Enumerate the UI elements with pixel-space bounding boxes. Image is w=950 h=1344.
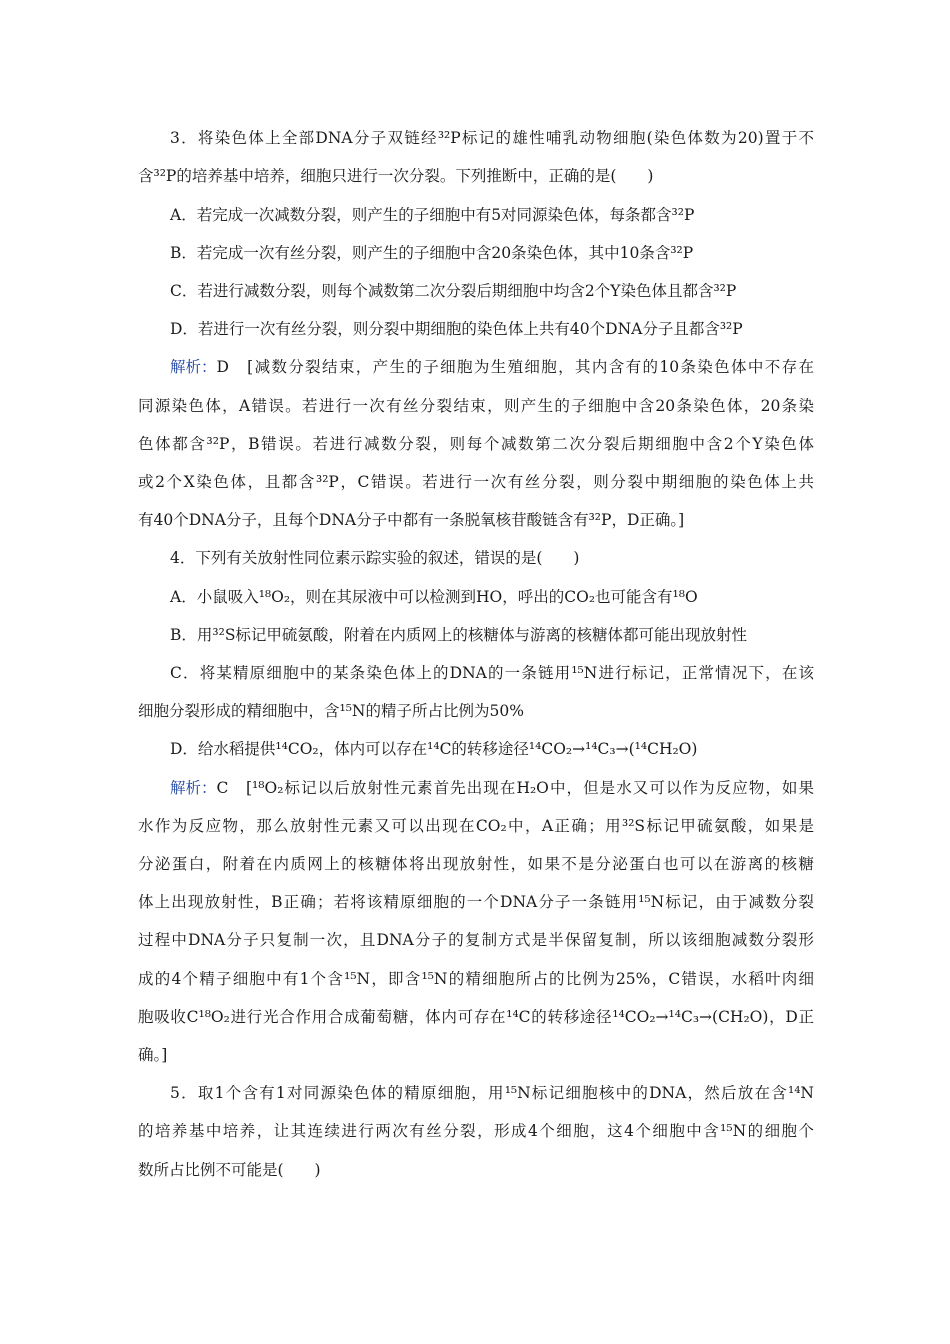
q4-stem: 4．下列有关放射性同位素示踪实验的叙述，错误的是( ) xyxy=(170,549,580,567)
q3-analysis-text-1: D [减数分裂结束，产生的子细胞为生殖细胞，其内含有的10条染色体中不存在 xyxy=(216,358,814,376)
q4-analysis-line-2: 水作为反应物，那么放射性元素又可以出现在CO₂中，A正确；用³²S标记甲硫氨酸，如果是 xyxy=(138,817,814,835)
q3-option-c: C．若进行减数分裂，则每个减数第二次分裂后期细胞中均含2个Y染色体且都含³²P xyxy=(170,282,737,300)
q4-analysis-line-6: 成的4个精子细胞中有1个含¹⁵N，即含¹⁵N的精细胞所占的比例为25%，C错误，水稻叶肉细 xyxy=(138,970,814,988)
q3-stem-line-2: 含³²P的培养基中培养，细胞只进行一次分裂。下列推断中，正确的是( ) xyxy=(138,167,654,185)
q3-analysis-line-3: 色体都含³²P，B错误。若进行减数分裂，则每个减数第二次分裂后期细胞中含2个Y染色体 xyxy=(138,435,814,453)
q3-analysis-line-2: 同源染色体，A错误。若进行一次有丝分裂结束，则产生的子细胞中含20条染色体，20条染 xyxy=(138,397,814,415)
q4-analysis-line-4: 体上出现放射性，B正确；若将该精原细胞的一个DNA分子一条链用¹⁵N标记，由于减数分裂 xyxy=(138,893,814,911)
q4-analysis-text-1: C [¹⁸O₂标记以后放射性元素首先出现在H₂O中，但是水又可以作为反应物，如果 xyxy=(216,779,814,797)
q4-option-d: D．给水稻提供¹⁴CO₂，体内可以存在¹⁴C的转移途径¹⁴CO₂→¹⁴C₃→(¹⁴CH₂O) xyxy=(170,740,698,758)
q4-option-b: B．用³²S标记甲硫氨酸，附着在内质网上的核糖体与游离的核糖体都可能出现放射性 xyxy=(170,626,747,644)
q5-stem-line-1: 5．取1个含有1对同源染色体的精原细胞，用¹⁵N标记细胞核中的DNA，然后放在含¹⁴N xyxy=(170,1084,814,1102)
q3-option-a: A．若完成一次减数分裂，则产生的子细胞中有5对同源染色体，每条都含³²P xyxy=(170,206,695,224)
q4-option-c-line-2: 细胞分裂形成的精细胞中，含¹⁵N的精子所占比例为50% xyxy=(138,702,524,720)
q3-analysis-line-1 xyxy=(170,357,814,379)
q4-analysis-label: 解析： xyxy=(170,779,217,797)
q4-option-a: A．小鼠吸入¹⁸O₂，则在其尿液中可以检测到HO，呼出的CO₂也可能含有¹⁸O xyxy=(170,588,698,606)
q4-analysis-line-8: 确。] xyxy=(138,1046,168,1064)
q4-analysis-line-5: 过程中DNA分子只复制一次，且DNA分子的复制方式是半保留复制，所以该细胞减数分裂形 xyxy=(138,931,814,949)
q3-analysis-label: 解析： xyxy=(170,358,217,376)
q4-analysis-line-3: 分泌蛋白，附着在内质网上的核糖体将出现放射性，如果不是分泌蛋白也可以在游离的核糖 xyxy=(138,855,814,873)
q3-option-b: B．若完成一次有丝分裂，则产生的子细胞中含20条染色体，其中10条含³²P xyxy=(170,244,694,262)
q5-stem-line-3: 数所占比例不可能是( ) xyxy=(138,1161,321,1179)
q3-analysis-line-4: 或2个X染色体，且都含³²P，C错误。若进行一次有丝分裂，则分裂中期细胞的染色体上共 xyxy=(138,473,814,491)
q3-analysis-line-5: 有40个DNA分子，且每个DNA分子中都有一条脱氧核苷酸链含有³²P，D正确。] xyxy=(138,511,685,529)
q5-stem-line-2: 的培养基中培养，让其连续进行两次有丝分裂，形成4个细胞，这4个细胞中含¹⁵N的细胞个 xyxy=(138,1122,814,1140)
q3-option-d: D．若进行一次有丝分裂，则分裂中期细胞的染色体上共有40个DNA分子且都含³²P xyxy=(170,320,743,338)
q4-analysis-line-7: 胞吸收C¹⁸O₂进行光合作用合成葡萄糖，体内可存在¹⁴C的转移途径¹⁴CO₂→¹⁴C₃→(CH₂O)，D正 xyxy=(138,1008,814,1026)
q3-stem-line-1: 3．将染色体上全部DNA分子双链经³²P标记的雄性哺乳动物细胞(染色体数为20)置于不 xyxy=(170,129,814,147)
q4-analysis-line-1 xyxy=(170,778,814,800)
q4-option-c-line-1: C．将某精原细胞中的某条染色体上的DNA的一条链用¹⁵N进行标记，正常情况下，在该 xyxy=(170,664,814,682)
